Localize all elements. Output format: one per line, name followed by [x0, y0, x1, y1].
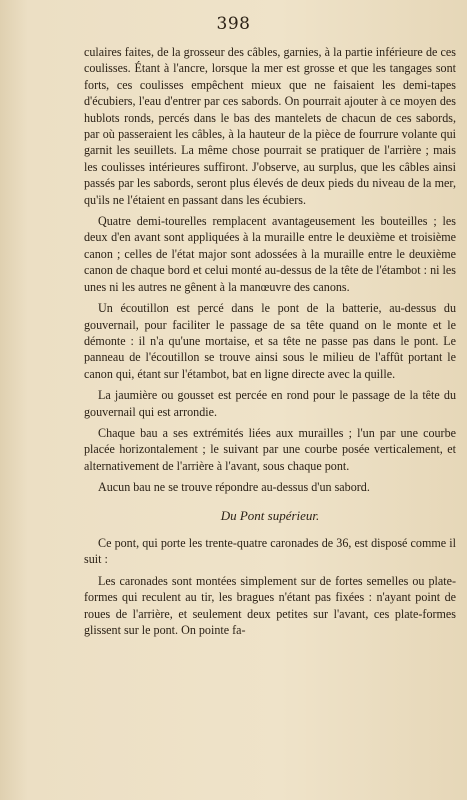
page-body — [84, 44, 456, 638]
paragraph-ecoutillon: Un écoutillon est percé dans le pont de la batterie, au-dessus du gouvernail, pour faciliter le passage de sa tête quand on le monte et le démonte : il n'a qu'une mortaise, et sa tête ne passe pas dans le pont. Le panneau de l'écoutillon se trouve ainsi sous le milieu de l'affût portant le canon qui, étant sur l'étambot, bat en ligne directe avec la quille. — [84, 301, 456, 381]
paragraph-bau-extremites: Chaque bau a ses extrémités liées aux murailles ; l'un par une courbe placée horizontalement ; le suivant par une courbe posée verticalement, et alternativement de l'arrière à l'avant, sous chaque pont. — [84, 425, 456, 473]
paragraph-continuation: culaires faites, de la grosseur des câbles, garnies, à la partie inférieure de ces coulisses. Étant à l'ancre, lorsque la mer est grosse et que les tangages sont forts, ces coulisses empêchent mieux que ne faisaient les demi-tapes d'écubiers, l'eau d'entrer par ces sabords. On pourrait ajouter à ce moyen des hublots ronds, percés dans le bas des mantelets de chacun de ces sabords, par où passeraient les câbles, à la hauteur de la pièce de fourrure volante qui garnit les seuillets. La même chose pourrait se pratiquer de l'arrière ; mais les coulisses intérieures suffiront. J'observe, au surplus, que les câbles ainsi passés par les sabords, seront plus élevés de deux pieds du niveau de la mer, qu'ils ne l'étaient en passant dans les écubiers. — [84, 45, 456, 207]
paragraph-jaumiere: La jaumière ou gousset est percée en rond pour le passage de la tête du gouvernail qui est arrondie. — [84, 388, 456, 419]
paragraph-ce-pont: Ce pont, qui porte les trente-quatre caronades de 36, est disposé comme il suit : — [84, 535, 456, 567]
page-number: 398 — [216, 14, 251, 34]
section-heading: Du Pont supérieur. — [220, 507, 320, 523]
paragraph-aucun-bau: Aucun bau ne se trouve répondre au-dessus d'un sabord. — [98, 480, 370, 495]
paragraph-demi-tourelles: Quatre demi-tourelles remplacent avantageusement les bouteilles ; les deux d'en avant sont appliquées à la muraille entre le deuxième et troisième canon ; celles de l'état major sont adossées à la muraille entre le deuxième canon de chaque bord et celui monté au-dessus de la tête de l'étambot : ni les unes ni les autres ne gênent à la manœuvre des canons. — [84, 214, 456, 294]
paragraph-caronades: Les caronades sont montées simplement sur de fortes semelles ou plate-formes qui reculent au tir, les bragues n'étant pas fixées : n'ayant point de roues de l'arrière, et seulement deux petites sur l'avant, ces plate-formes glissent sur le pont. On pointe fa- — [84, 573, 456, 637]
